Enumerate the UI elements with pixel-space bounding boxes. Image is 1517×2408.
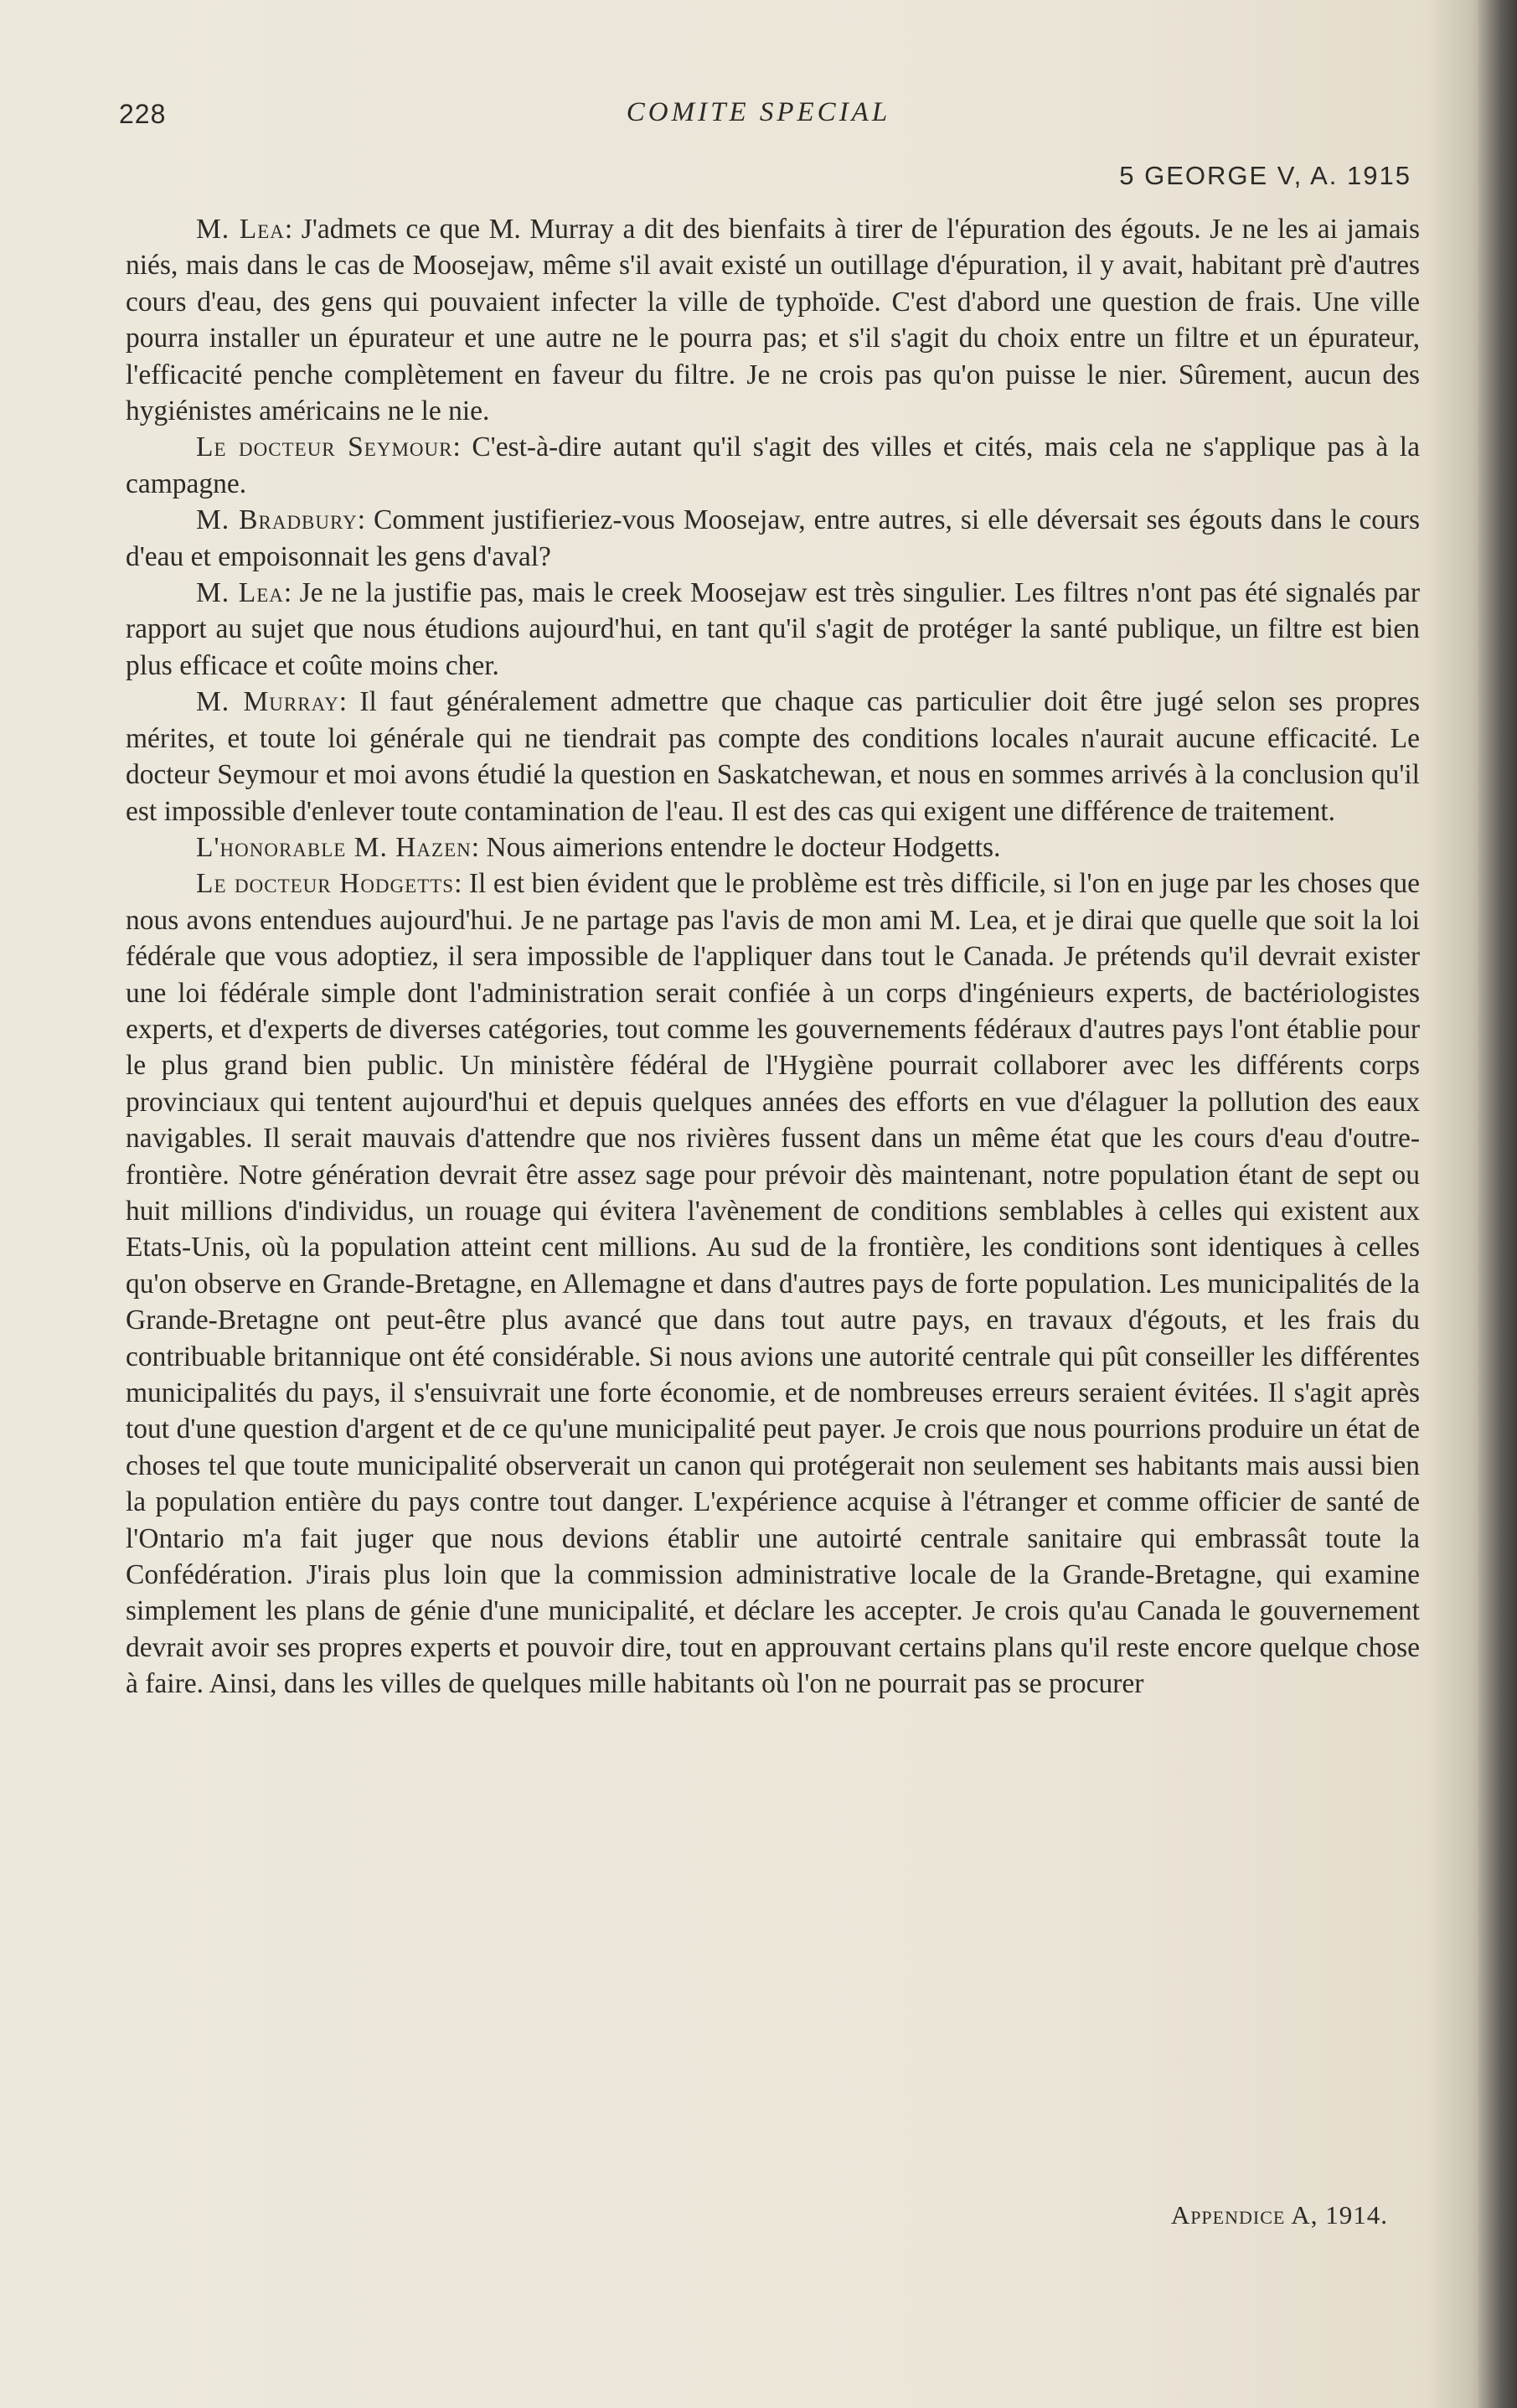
paragraph-text: Je ne la justifie pas, mais le creek Moosejaw est très singulier. Les filtres n'ont pas été signalés par rapport au sujet que nous étudions aujourd'hui, en tant qu'il s'agit de protéger la santé publique, un filtre est bien plus efficace et coûte moins cher. bbox=[126, 577, 1420, 681]
speaker-name: M. Lea bbox=[196, 214, 285, 245]
speaker-name: Le docteur Hodgetts bbox=[196, 868, 455, 900]
paragraph-text: Nous aimerions entendre le docteur Hodgetts. bbox=[486, 831, 1001, 863]
paragraph: L'honorable M. Hazen: Nous aimerions entendre le docteur Hodgetts. bbox=[196, 831, 1001, 863]
appendix-reference: Appendice A, 1914. bbox=[1170, 2200, 1388, 2230]
running-title: COMITE SPECIAL bbox=[626, 97, 891, 127]
speaker-name: L'honorable M. Hazen bbox=[196, 831, 472, 863]
paragraph-text: Il faut généralement admettre que chaque cas particulier doit être jugé selon ses propres mérites, et toute loi générale qui ne tiendrait pas compte des conditions locales n'aurait aucune efficacité. Le docteur Seymour et moi avons étudié la question en Saskatchewan, et nous en sommes arrivés à la conclusion qu'il est impossible d'enlever toute contamination de l'eau. Il est des cas qui exigent une différence de traitement. bbox=[126, 686, 1420, 827]
speaker-name: M. Murray bbox=[196, 686, 339, 718]
page-number: 228 bbox=[119, 99, 167, 129]
paragraph: M. Lea: J'admets ce que M. Murray a dit des bienfaits à tirer de l'épuration des égouts. Je ne les ai jamais niés, mais dans le cas de Moosejaw, même s'il avait existé un outillage d'épuration, il y avait, habitant prè d'autres cours d'eau, des gens qui pouvaient infecter la ville de typhoïde. C'est d'abord une question de frais. Une ville pourra installer un épurateur et une autre ne le pourra pas; et s'il s'agit du choix entre un filtre et un épurateur, l'efficacité penche complètement en faveur du filtre. Je ne crois pas qu'on puisse le nier. Sûrement, aucun des hygiénistes américains ne le nie. bbox=[126, 214, 1420, 427]
session-label: 5 GEORGE V, A. 1915 bbox=[1119, 161, 1411, 190]
paragraph-text: C'est-à-dire autant qu'il s'agit des villes et cités, mais cela ne s'applique pas à la campagne. bbox=[126, 431, 1420, 499]
paragraph: Le docteur Seymour: C'est-à-dire autant qu'il s'agit des villes et cités, mais cela ne s'applique pas à la campagne. bbox=[126, 431, 1420, 499]
speaker-name: M. Lea bbox=[196, 577, 284, 609]
paragraph-text: Il est bien évident que le problème est très difficile, si l'on en juge par les choses que nous avons entendues aujourd'hui. Je ne partage pas l'avis de mon ami M. Lea, et je dirai que quelle que soit la loi fédérale que vous adoptiez, il sera impossible de l'appliquer dans tout le Canada. Je prétends qu'il devrait exister une loi fédérale simple dont l'administration serait confiée à un corps d'ingénieurs experts, de bactériologistes experts, et d'experts de diverses catégories, tout comme les gouvernements fédéraux d'autres pays l'ont établie pour le plus grand bien public. Un ministère fédéral de l'Hygiène pourrait collaborer avec les différents corps provinciaux qui tentent aujourd'hui et depuis quelques années des efforts en vue d'élaguer la pollution des eaux navigables. Il serait mauvais d'attendre que nos rivières fussent dans un même état que les cours d'eau d'outre-frontière. Notre génération devrait être assez sage pour prévoir dès maintenant, notre population étant de sept ou huit millions d'individus, un rouage qui évitera l'avènement de conditions semblables à celles qui existent aux Etats-Unis, où la population atteint cent millions. Au sud de la frontière, les conditions sont identiques à celles qu'on observe en Grande-Bretagne, en Allemagne et dans d'autres pays de forte population. Les municipalités de la Grande-Bretagne ont peut-être plus avancé que dans tout autre pays, en travaux d'égouts, et les frais du contribuable britannique ont été considérable. Si nous avions une autorité centrale qui pût conseiller les différentes municipalités du pays, il s'ensuivrait une forte économie, et de nombreuses erreurs seraient évitées. Il s'agit après tout d'une question d'argent et de ce qu'une municipalité peut payer. Je crois que nous pourrions produire un état de choses tel que toute municipalité observerait un canon qui protégerait non seulement ses habitants mais aussi bien la population entière du pays contre tout danger. L'expérience acquise à l'étranger et comme officier de santé de l'Ontario m'a fait juger que nous devions établir une autoirté centrale sanitaire qui embrassât toute la Confédération. J'irais plus loin que la commission administrative locale de la Grande-Bretagne, qui examine simplement les plans de génie d'une municipalité, et déclare les accepter. Je crois qu'au Canada le gouvernement devrait avoir ses propres experts et pouvoir dire, tout en approuvant certains plans qu'il reste encore quelque chose à faire. Ainsi, dans les villes de quelques mille habitants où l'on ne pourrait pas se procurer bbox=[126, 868, 1420, 1700]
speaker-name: M. Bradbury bbox=[196, 504, 358, 536]
speaker-name: Le docteur Seymour bbox=[196, 431, 453, 463]
paragraph: M. Bradbury: Comment justifieriez-vous Moosejaw, entre autres, si elle déversait ses égouts dans le cours d'eau et empoisonnait les gens d'aval? bbox=[126, 504, 1421, 572]
paragraph: M. Lea: Je ne la justifie pas, mais le creek Moosejaw est très singulier. Les filtres n'ont pas été signalés par rapport au sujet que nous étudions aujourd'hui, en tant qu'il s'agit de protéger la santé publique, un filtre est bien plus efficace et coûte moins cher. bbox=[126, 577, 1420, 681]
body-text bbox=[126, 211, 1420, 1703]
paragraph-text: J'admets ce que M. Murray a dit des bienfaits à tirer de l'épuration des égouts. Je ne les ai jamais niés, mais dans le cas de Moosejaw, même s'il avait existé un outillage d'épuration, il y avait, habitant prè d'autres cours d'eau, des gens qui pouvaient infecter la ville de typhoïde. C'est d'abord une question de frais. Une ville pourra installer un épurateur et une autre ne le pourra pas; et s'il s'agit du choix entre un filtre et un épurateur, l'efficacité penche complètement en faveur du filtre. Je ne crois pas qu'on puisse le nier. Sûrement, aucun des hygiénistes américains ne le nie. bbox=[126, 214, 1420, 427]
paragraph: M. Murray: Il faut généralement admettre que chaque cas particulier doit être jugé selon ses propres mérites, et toute loi générale qui ne tiendrait pas compte des conditions locales n'aurait aucune efficacité. Le docteur Seymour et moi avons étudié la question en Saskatchewan, et nous en sommes arrivés à la conclusion qu'il est impossible d'enlever toute contamination de l'eau. Il est des cas qui exigent une différence de traitement. bbox=[126, 686, 1420, 827]
paragraph: Le docteur Hodgetts: Il est bien évident que le problème est très difficile, si l'on en juge par les choses que nous avons entendues aujourd'hui. Je ne partage pas l'avis de mon ami M. Lea, et je dirai que quelle que soit la loi fédérale que vous adoptiez, il sera impossible de l'appliquer dans tout le Canada. Je prétends qu'il devrait exister une loi fédérale simple dont l'administration serait confiée à un corps d'ingénieurs experts, de bactériologistes experts, et d'experts de diverses catégories, tout comme les gouvernements fédéraux d'autres pays l'ont établie pour le plus grand bien public. Un ministère fédéral de l'Hygiène pourrait collaborer avec les différents corps provinciaux qui tentent aujourd'hui et depuis quelques années des efforts en vue d'élaguer la pollution des eaux navigables. Il serait mauvais d'attendre que nos rivières fussent dans un même état que les cours d'eau d'outre-frontière. Notre génération devrait être assez sage pour prévoir dès maintenant, notre population étant de sept ou huit millions d'individus, un rouage qui évitera l'avènement de conditions semblables à celles qui existent aux Etats-Unis, où la population atteint cent millions. Au sud de la frontière, les conditions sont identiques à celles qu'on observe en Grande-Bretagne, en Allemagne et dans d'autres pays de forte population. Les municipalités de la Grande-Bretagne ont peut-être plus avancé que dans tout autre pays, en travaux d'égouts, et les frais du contribuable britannique ont été considérable. Si nous avions une autorité centrale qui pût conseiller les différentes municipalités du pays, il s'ensuivrait une forte économie, et de nombreuses erreurs seraient évitées. Il s'agit après tout d'une question d'argent et de ce qu'une municipalité peut payer. Je crois que nous pourrions produire un état de choses tel que toute municipalité observerait un canon qui protégerait non seulement ses habitants mais aussi bien la population entière du pays contre tout danger. L'expérience acquise à l'étranger et comme officier de santé de l'Ontario m'a fait juger que nous devions établir une autoirté centrale sanitaire qui embrassât toute la Confédération. J'irais plus loin que la commission administrative locale de la Grande-Bretagne, qui examine simplement les plans de génie d'une municipalité, et déclare les accepter. Je crois qu'au Canada le gouvernement devrait avoir ses propres experts et pouvoir dire, tout en approuvant certains plans qu'il reste encore quelque chose à faire. Ainsi, dans les villes de quelques mille habitants où l'on ne pourrait pas se procurer bbox=[126, 868, 1420, 1700]
paragraph-text: Comment justifieriez-vous Moosejaw, entre autres, si elle déversait ses égouts dans le cours d'eau et empoisonnait les gens d'aval? bbox=[126, 504, 1421, 572]
book-spine-edge bbox=[1478, 0, 1517, 2408]
